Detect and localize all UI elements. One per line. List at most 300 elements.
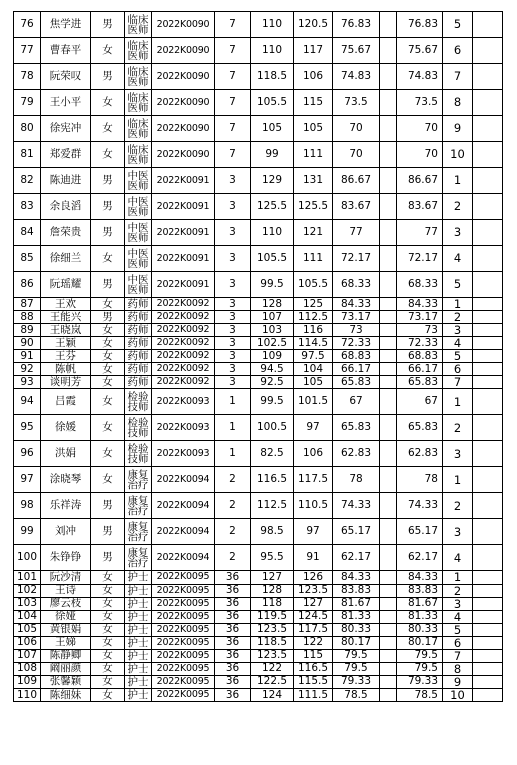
cell-post-code: 2022K0095 xyxy=(152,571,215,584)
cell-score-2: 124.5 xyxy=(294,610,333,623)
cell-rank: 1 xyxy=(443,467,473,493)
cell-average-score: 79.5 xyxy=(333,662,380,675)
cell-serial-number: 97 xyxy=(14,467,41,493)
cell-rank: 3 xyxy=(443,324,473,337)
cell-total-score: 78 xyxy=(397,467,443,493)
cell-gender: 女 xyxy=(91,38,125,64)
cell-score-1: 99.5 xyxy=(251,272,294,298)
cell-bonus xyxy=(380,571,397,584)
cell-gender: 男 xyxy=(91,194,125,220)
cell-remarks xyxy=(473,142,503,168)
cell-remarks xyxy=(473,415,503,441)
cell-post: 康复治疗 xyxy=(125,467,152,493)
cell-total-score: 83.83 xyxy=(397,584,443,597)
cell-score-2: 117 xyxy=(294,38,333,64)
cell-gender: 男 xyxy=(91,519,125,545)
cell-average-score: 73.17 xyxy=(333,311,380,324)
cell-post-code: 2022K0095 xyxy=(152,636,215,649)
cell-gender: 女 xyxy=(91,649,125,662)
cell-remarks xyxy=(473,636,503,649)
cell-serial-number: 92 xyxy=(14,363,41,376)
cell-post-code: 2022K0092 xyxy=(152,363,215,376)
cell-post-code: 2022K0093 xyxy=(152,441,215,467)
cell-average-score: 80.17 xyxy=(333,636,380,649)
cell-remarks xyxy=(473,324,503,337)
cell-serial-number: 77 xyxy=(14,38,41,64)
cell-serial-number: 101 xyxy=(14,571,41,584)
cell-total-score: 75.67 xyxy=(397,38,443,64)
cell-post-code: 2022K0091 xyxy=(152,246,215,272)
cell-average-score: 83.67 xyxy=(333,194,380,220)
cell-post-code: 2022K0090 xyxy=(152,38,215,64)
cell-quota: 36 xyxy=(215,649,251,662)
cell-serial-number: 99 xyxy=(14,519,41,545)
cell-total-score: 76.83 xyxy=(397,12,443,38)
cell-score-1: 124 xyxy=(251,689,294,702)
cell-gender: 女 xyxy=(91,350,125,363)
cell-gender: 女 xyxy=(91,116,125,142)
cell-gender: 男 xyxy=(91,12,125,38)
cell-gender: 男 xyxy=(91,168,125,194)
cell-remarks xyxy=(473,519,503,545)
cell-post: 中医医师 xyxy=(125,272,152,298)
cell-average-score: 83.83 xyxy=(333,584,380,597)
cell-bonus xyxy=(380,389,397,415)
cell-remarks xyxy=(473,545,503,571)
table-row xyxy=(14,116,503,142)
cell-name: 徐媛 xyxy=(41,415,91,441)
cell-serial-number: 79 xyxy=(14,90,41,116)
cell-gender: 女 xyxy=(91,337,125,350)
table-row xyxy=(14,168,503,194)
cell-gender: 女 xyxy=(91,623,125,636)
cell-average-score: 76.83 xyxy=(333,12,380,38)
cell-rank: 1 xyxy=(443,298,473,311)
cell-name: 焦学进 xyxy=(41,12,91,38)
cell-average-score: 73 xyxy=(333,324,380,337)
cell-rank: 2 xyxy=(443,493,473,519)
cell-rank: 4 xyxy=(443,246,473,272)
cell-post: 护士 xyxy=(125,597,152,610)
cell-serial-number: 76 xyxy=(14,12,41,38)
cell-serial-number: 82 xyxy=(14,168,41,194)
table-row xyxy=(14,493,503,519)
cell-average-score: 65.83 xyxy=(333,415,380,441)
cell-score-2: 105 xyxy=(294,376,333,389)
cell-gender: 女 xyxy=(91,571,125,584)
cell-post-code: 2022K0093 xyxy=(152,415,215,441)
cell-rank: 4 xyxy=(443,545,473,571)
cell-average-score: 84.33 xyxy=(333,298,380,311)
cell-name: 阮瑶耀 xyxy=(41,272,91,298)
cell-name: 朱铮铮 xyxy=(41,545,91,571)
cell-post: 药师 xyxy=(125,298,152,311)
cell-average-score: 81.67 xyxy=(333,597,380,610)
cell-post: 检验技师 xyxy=(125,441,152,467)
cell-bonus xyxy=(380,38,397,64)
table-row xyxy=(14,467,503,493)
cell-quota: 3 xyxy=(215,311,251,324)
cell-quota: 2 xyxy=(215,467,251,493)
cell-quota: 1 xyxy=(215,389,251,415)
cell-score-2: 120.5 xyxy=(294,12,333,38)
table-row xyxy=(14,389,503,415)
table-row xyxy=(14,298,503,311)
cell-gender: 女 xyxy=(91,597,125,610)
cell-post-code: 2022K0095 xyxy=(152,623,215,636)
cell-score-2: 105.5 xyxy=(294,272,333,298)
cell-bonus xyxy=(380,194,397,220)
cell-score-2: 111 xyxy=(294,246,333,272)
cell-name: 阮沙清 xyxy=(41,571,91,584)
cell-score-1: 118.5 xyxy=(251,636,294,649)
cell-post-code: 2022K0092 xyxy=(152,337,215,350)
cell-score-1: 128 xyxy=(251,584,294,597)
cell-bonus xyxy=(380,272,397,298)
cell-remarks xyxy=(473,12,503,38)
table-body xyxy=(14,12,503,702)
table-row xyxy=(14,220,503,246)
cell-quota: 2 xyxy=(215,493,251,519)
cell-serial-number: 108 xyxy=(14,662,41,675)
cell-quota: 36 xyxy=(215,636,251,649)
cell-name: 王欢 xyxy=(41,298,91,311)
cell-score-1: 105.5 xyxy=(251,246,294,272)
cell-bonus xyxy=(380,545,397,571)
cell-bonus xyxy=(380,597,397,610)
cell-quota: 36 xyxy=(215,689,251,702)
cell-serial-number: 85 xyxy=(14,246,41,272)
cell-post-code: 2022K0094 xyxy=(152,519,215,545)
cell-name: 乐祥涛 xyxy=(41,493,91,519)
table-row xyxy=(14,246,503,272)
cell-total-score: 81.33 xyxy=(397,610,443,623)
cell-name: 张馨颖 xyxy=(41,675,91,688)
cell-score-1: 99 xyxy=(251,142,294,168)
cell-bonus xyxy=(380,662,397,675)
cell-total-score: 70 xyxy=(397,116,443,142)
cell-name: 王颖 xyxy=(41,337,91,350)
cell-average-score: 84.33 xyxy=(333,571,380,584)
cell-quota: 3 xyxy=(215,168,251,194)
cell-average-score: 70 xyxy=(333,142,380,168)
cell-remarks xyxy=(473,311,503,324)
cell-quota: 3 xyxy=(215,220,251,246)
cell-total-score: 80.17 xyxy=(397,636,443,649)
cell-serial-number: 86 xyxy=(14,272,41,298)
cell-post-code: 2022K0091 xyxy=(152,272,215,298)
cell-post-code: 2022K0092 xyxy=(152,298,215,311)
cell-average-score: 65.83 xyxy=(333,376,380,389)
cell-serial-number: 103 xyxy=(14,597,41,610)
cell-score-2: 125.5 xyxy=(294,194,333,220)
cell-score-2: 114.5 xyxy=(294,337,333,350)
cell-average-score: 70 xyxy=(333,116,380,142)
cell-total-score: 70 xyxy=(397,142,443,168)
cell-score-2: 125 xyxy=(294,298,333,311)
cell-remarks xyxy=(473,389,503,415)
table-row xyxy=(14,649,503,662)
table-row xyxy=(14,12,503,38)
cell-post: 中医医师 xyxy=(125,246,152,272)
cell-total-score: 66.17 xyxy=(397,363,443,376)
cell-post: 护士 xyxy=(125,675,152,688)
cell-rank: 2 xyxy=(443,415,473,441)
cell-quota: 7 xyxy=(215,64,251,90)
cell-serial-number: 110 xyxy=(14,689,41,702)
cell-score-1: 94.5 xyxy=(251,363,294,376)
cell-score-1: 118.5 xyxy=(251,64,294,90)
cell-score-2: 111.5 xyxy=(294,689,333,702)
cell-quota: 36 xyxy=(215,675,251,688)
cell-serial-number: 109 xyxy=(14,675,41,688)
cell-remarks xyxy=(473,441,503,467)
cell-total-score: 84.33 xyxy=(397,298,443,311)
cell-gender: 男 xyxy=(91,272,125,298)
cell-quota: 7 xyxy=(215,12,251,38)
cell-serial-number: 91 xyxy=(14,350,41,363)
cell-average-score: 77 xyxy=(333,220,380,246)
cell-score-1: 123.5 xyxy=(251,649,294,662)
cell-post-code: 2022K0092 xyxy=(152,376,215,389)
cell-serial-number: 80 xyxy=(14,116,41,142)
cell-rank: 10 xyxy=(443,142,473,168)
cell-bonus xyxy=(380,519,397,545)
cell-score-1: 100.5 xyxy=(251,415,294,441)
cell-score-1: 110 xyxy=(251,12,294,38)
cell-name: 詹荣贵 xyxy=(41,220,91,246)
table-row xyxy=(14,623,503,636)
cell-score-1: 95.5 xyxy=(251,545,294,571)
cell-rank: 1 xyxy=(443,389,473,415)
cell-score-2: 131 xyxy=(294,168,333,194)
cell-rank: 6 xyxy=(443,636,473,649)
cell-bonus xyxy=(380,90,397,116)
cell-post-code: 2022K0093 xyxy=(152,389,215,415)
cell-serial-number: 98 xyxy=(14,493,41,519)
cell-quota: 3 xyxy=(215,298,251,311)
cell-gender: 女 xyxy=(91,415,125,441)
cell-score-1: 118 xyxy=(251,597,294,610)
cell-bonus xyxy=(380,636,397,649)
cell-serial-number: 96 xyxy=(14,441,41,467)
cell-score-2: 104 xyxy=(294,363,333,376)
cell-post: 临床医师 xyxy=(125,90,152,116)
cell-rank: 2 xyxy=(443,311,473,324)
table-row xyxy=(14,597,503,610)
cell-score-1: 116.5 xyxy=(251,467,294,493)
cell-name: 徐细兰 xyxy=(41,246,91,272)
cell-name: 王芬 xyxy=(41,350,91,363)
cell-serial-number: 93 xyxy=(14,376,41,389)
cell-bonus xyxy=(380,220,397,246)
cell-remarks xyxy=(473,675,503,688)
cell-score-1: 119.5 xyxy=(251,610,294,623)
cell-total-score: 74.33 xyxy=(397,493,443,519)
cell-total-score: 73.17 xyxy=(397,311,443,324)
cell-gender: 女 xyxy=(91,389,125,415)
cell-bonus xyxy=(380,467,397,493)
cell-score-2: 117.5 xyxy=(294,467,333,493)
cell-score-2: 116.5 xyxy=(294,662,333,675)
cell-quota: 36 xyxy=(215,662,251,675)
cell-gender: 女 xyxy=(91,324,125,337)
cell-remarks xyxy=(473,610,503,623)
cell-total-score: 74.83 xyxy=(397,64,443,90)
cell-post-code: 2022K0094 xyxy=(152,467,215,493)
cell-post-code: 2022K0091 xyxy=(152,220,215,246)
cell-gender: 女 xyxy=(91,246,125,272)
cell-score-2: 106 xyxy=(294,64,333,90)
cell-remarks xyxy=(473,64,503,90)
cell-rank: 3 xyxy=(443,220,473,246)
cell-total-score: 79.5 xyxy=(397,662,443,675)
cell-gender: 女 xyxy=(91,636,125,649)
cell-post: 临床医师 xyxy=(125,64,152,90)
cell-remarks xyxy=(473,194,503,220)
cell-total-score: 72.33 xyxy=(397,337,443,350)
cell-score-1: 109 xyxy=(251,350,294,363)
cell-post: 临床医师 xyxy=(125,116,152,142)
table-row xyxy=(14,545,503,571)
cell-remarks xyxy=(473,662,503,675)
cell-name: 谈明芳 xyxy=(41,376,91,389)
cell-bonus xyxy=(380,298,397,311)
cell-serial-number: 78 xyxy=(14,64,41,90)
cell-name: 吕霞 xyxy=(41,389,91,415)
cell-total-score: 68.83 xyxy=(397,350,443,363)
cell-name: 陈迪进 xyxy=(41,168,91,194)
cell-rank: 4 xyxy=(443,610,473,623)
cell-rank: 3 xyxy=(443,441,473,467)
cell-quota: 7 xyxy=(215,142,251,168)
cell-bonus xyxy=(380,142,397,168)
cell-post-code: 2022K0090 xyxy=(152,90,215,116)
cell-post: 中医医师 xyxy=(125,220,152,246)
cell-name: 王诗 xyxy=(41,584,91,597)
cell-gender: 女 xyxy=(91,376,125,389)
cell-post-code: 2022K0095 xyxy=(152,662,215,675)
cell-rank: 5 xyxy=(443,12,473,38)
cell-rank: 5 xyxy=(443,272,473,298)
cell-post: 护士 xyxy=(125,571,152,584)
cell-remarks xyxy=(473,363,503,376)
cell-rank: 4 xyxy=(443,337,473,350)
cell-remarks xyxy=(473,467,503,493)
cell-gender: 女 xyxy=(91,363,125,376)
cell-score-2: 110.5 xyxy=(294,493,333,519)
cell-post: 护士 xyxy=(125,689,152,702)
cell-serial-number: 104 xyxy=(14,610,41,623)
cell-serial-number: 84 xyxy=(14,220,41,246)
cell-score-1: 110 xyxy=(251,38,294,64)
cell-remarks xyxy=(473,597,503,610)
cell-average-score: 78.5 xyxy=(333,689,380,702)
table-row xyxy=(14,90,503,116)
cell-bonus xyxy=(380,116,397,142)
cell-name: 余良滔 xyxy=(41,194,91,220)
cell-bonus xyxy=(380,246,397,272)
table-row xyxy=(14,584,503,597)
cell-quota: 2 xyxy=(215,545,251,571)
cell-average-score: 86.67 xyxy=(333,168,380,194)
cell-rank: 7 xyxy=(443,376,473,389)
cell-post: 药师 xyxy=(125,350,152,363)
cell-bonus xyxy=(380,324,397,337)
cell-name: 曹春平 xyxy=(41,38,91,64)
cell-remarks xyxy=(473,689,503,702)
table-row xyxy=(14,610,503,623)
cell-total-score: 84.33 xyxy=(397,571,443,584)
cell-post: 中医医师 xyxy=(125,194,152,220)
cell-post: 护士 xyxy=(125,662,152,675)
cell-serial-number: 90 xyxy=(14,337,41,350)
cell-score-2: 112.5 xyxy=(294,311,333,324)
cell-rank: 6 xyxy=(443,38,473,64)
cell-post: 药师 xyxy=(125,324,152,337)
cell-rank: 6 xyxy=(443,363,473,376)
cell-average-score: 75.67 xyxy=(333,38,380,64)
table-row xyxy=(14,324,503,337)
cell-total-score: 68.33 xyxy=(397,272,443,298)
cell-total-score: 81.67 xyxy=(397,597,443,610)
cell-gender: 女 xyxy=(91,610,125,623)
cell-quota: 3 xyxy=(215,376,251,389)
cell-bonus xyxy=(380,649,397,662)
cell-post-code: 2022K0092 xyxy=(152,311,215,324)
cell-post: 检验技师 xyxy=(125,415,152,441)
cell-quota: 7 xyxy=(215,38,251,64)
cell-remarks xyxy=(473,623,503,636)
cell-score-2: 121 xyxy=(294,220,333,246)
cell-total-score: 80.33 xyxy=(397,623,443,636)
cell-score-1: 82.5 xyxy=(251,441,294,467)
cell-serial-number: 102 xyxy=(14,584,41,597)
table-row xyxy=(14,363,503,376)
cell-remarks xyxy=(473,584,503,597)
cell-post: 护士 xyxy=(125,623,152,636)
cell-rank: 9 xyxy=(443,675,473,688)
cell-gender: 男 xyxy=(91,220,125,246)
cell-rank: 3 xyxy=(443,597,473,610)
cell-remarks xyxy=(473,376,503,389)
cell-post: 药师 xyxy=(125,376,152,389)
cell-post-code: 2022K0094 xyxy=(152,545,215,571)
cell-name: 阮荣叹 xyxy=(41,64,91,90)
cell-total-score: 83.67 xyxy=(397,194,443,220)
cell-post-code: 2022K0094 xyxy=(152,493,215,519)
cell-rank: 2 xyxy=(443,584,473,597)
cell-rank: 3 xyxy=(443,519,473,545)
cell-quota: 36 xyxy=(215,597,251,610)
table-row xyxy=(14,142,503,168)
cell-score-2: 106 xyxy=(294,441,333,467)
cell-name: 涂晓琴 xyxy=(41,467,91,493)
cell-bonus xyxy=(380,12,397,38)
cell-gender: 女 xyxy=(91,298,125,311)
cell-score-1: 102.5 xyxy=(251,337,294,350)
table-row xyxy=(14,415,503,441)
cell-rank: 1 xyxy=(443,571,473,584)
cell-bonus xyxy=(380,168,397,194)
cell-total-score: 62.17 xyxy=(397,545,443,571)
cell-bonus xyxy=(380,441,397,467)
cell-name: 徐娅 xyxy=(41,610,91,623)
cell-serial-number: 100 xyxy=(14,545,41,571)
cell-total-score: 62.83 xyxy=(397,441,443,467)
cell-total-score: 73 xyxy=(397,324,443,337)
cell-name: 廖云枝 xyxy=(41,597,91,610)
